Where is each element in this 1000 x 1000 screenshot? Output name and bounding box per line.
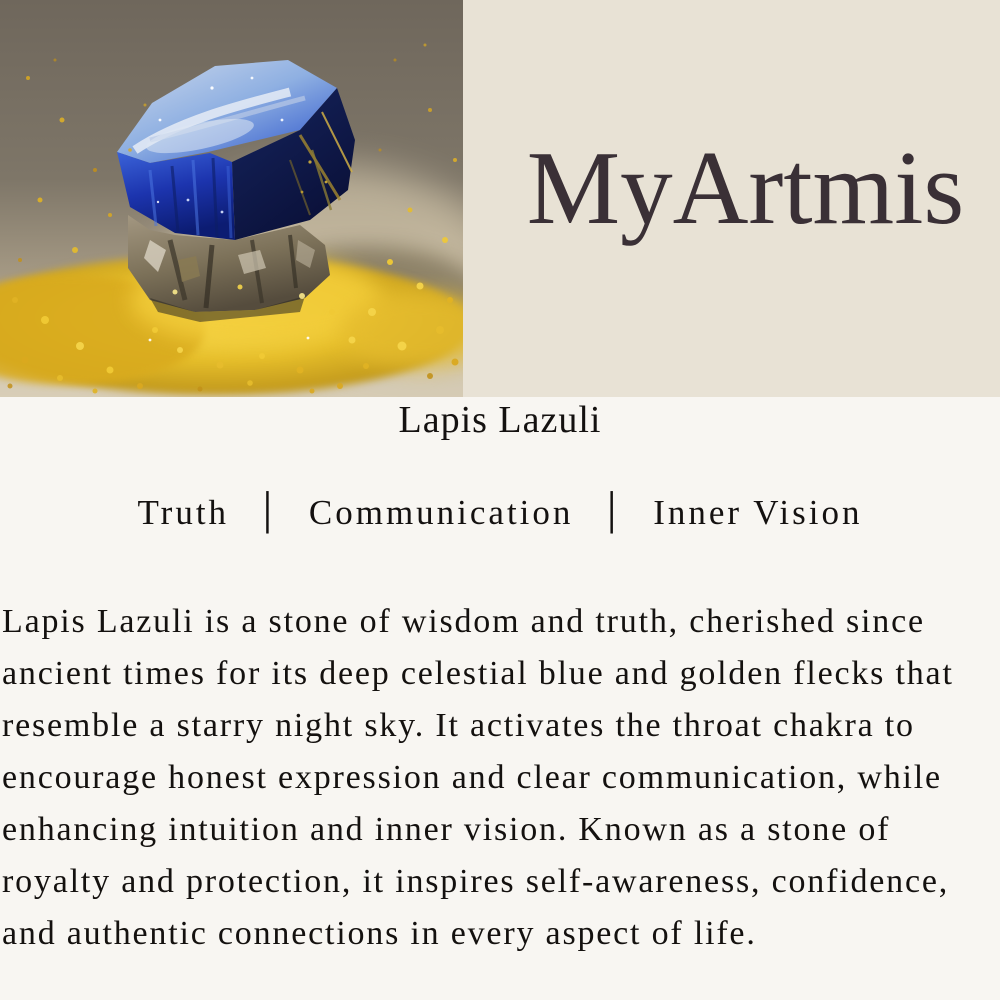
- attribute-inner-vision: Inner Vision: [653, 493, 863, 532]
- description: [0, 596, 1000, 960]
- hero-banner: [0, 0, 1000, 397]
- brand-logo: MyArtmis: [526, 129, 965, 246]
- brand-panel: [463, 0, 1000, 397]
- separator-bar: │: [599, 492, 628, 531]
- lapis-stone-illustration: [0, 0, 463, 397]
- description-line: royalty and protection, it inspires self-awareness, confidence,: [2, 863, 950, 900]
- description-line: enhancing intuition and inner vision. Known as a stone of: [2, 811, 891, 848]
- description-line: ancient times for its deep celestial blue and golden flecks that: [2, 655, 954, 692]
- description-line: encourage honest expression and clear communication, while: [2, 759, 942, 796]
- separator-bar: │: [255, 492, 283, 531]
- page-title: Lapis Lazuli: [398, 399, 602, 441]
- attribute-truth: Truth: [137, 493, 230, 532]
- product-photo: [0, 0, 463, 397]
- description-line: and authentic connections in every aspect of life.: [2, 915, 757, 952]
- product-info: [0, 398, 1000, 960]
- attributes-line: [0, 492, 1000, 534]
- description-line: Lapis Lazuli is a stone of wisdom and truth, cherished since: [2, 603, 925, 640]
- description-line: resemble a starry night sky. It activates the throat chakra to: [2, 707, 915, 744]
- attribute-communication: Communication: [308, 493, 574, 532]
